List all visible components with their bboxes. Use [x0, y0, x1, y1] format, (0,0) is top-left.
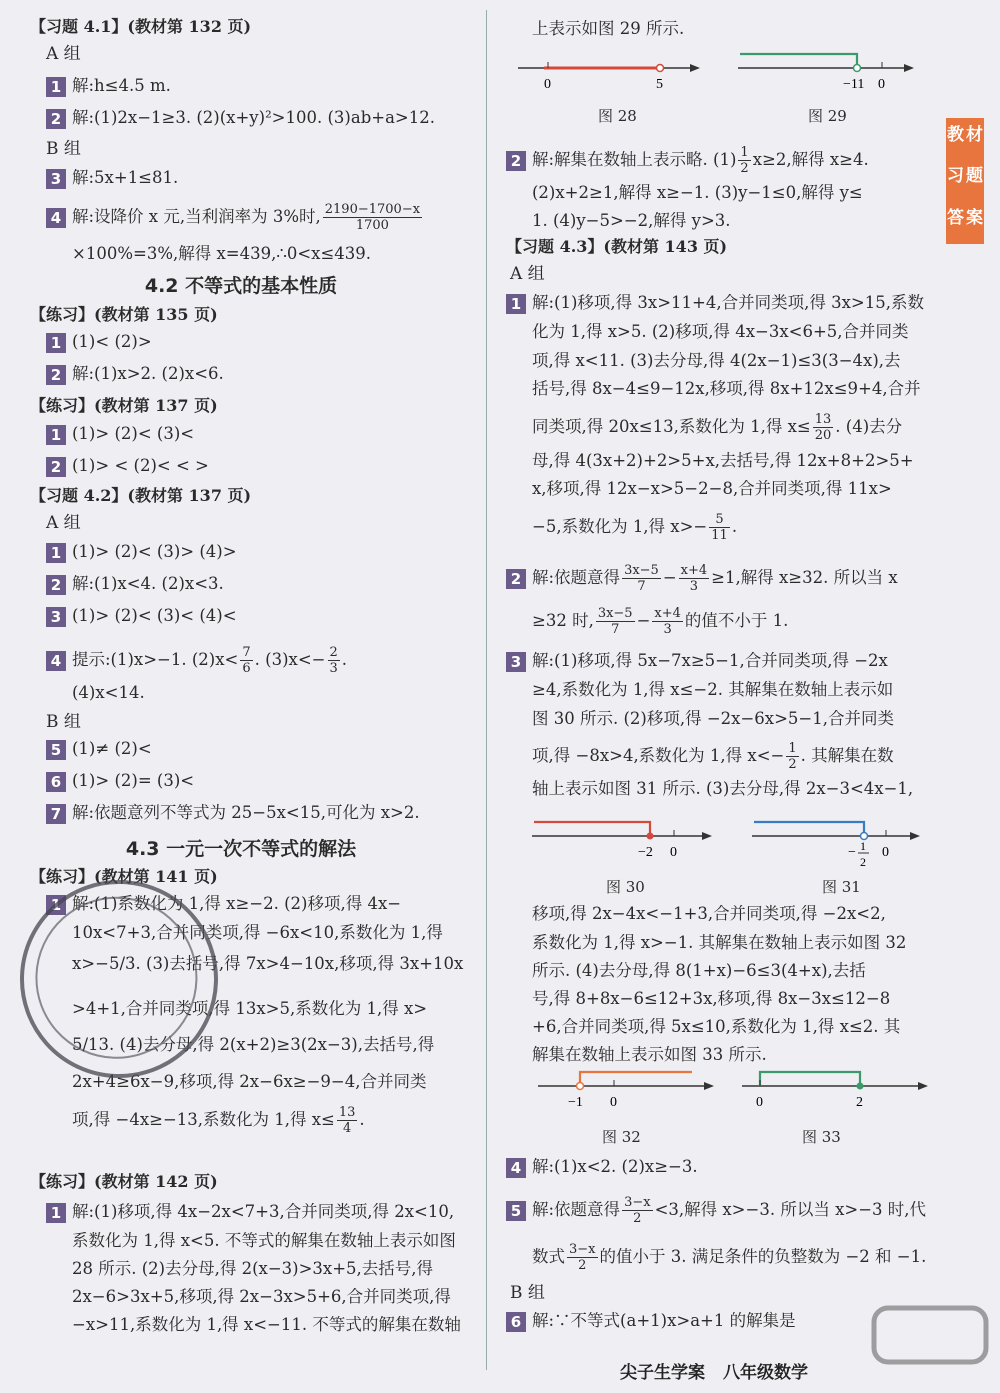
answer-line: 1. (4)y−5>−2,解得 y>3.	[532, 211, 731, 230]
tick-label: 0	[878, 77, 885, 92]
tick-label: 0	[670, 845, 677, 860]
answer-line: 轴上表示如图 31 所示. (3)去分母,得 2x−3<4x−1,	[532, 779, 914, 798]
item-number: 1	[46, 425, 66, 445]
answer-line: 3 (1)> (2)< (3)< (4)<	[46, 605, 237, 627]
answer-line: 号,得 8+8x−6≤12+3x,移项,得 8x−3x≤12−8	[532, 989, 891, 1008]
solution-set-bar	[580, 1072, 692, 1086]
tick-label: 0	[610, 1095, 617, 1110]
tick-label: 0	[756, 1095, 763, 1110]
item-number: 1	[46, 895, 66, 915]
exercise-header: 【练习】(教材第 141 页)	[30, 867, 218, 886]
item-number: 1	[46, 543, 66, 563]
exercise-header: 【习题 4.2】(教材第 137 页)	[30, 486, 252, 505]
arrow-head	[690, 64, 700, 72]
item-number: 7	[46, 804, 66, 824]
answer-line: −x>11,系数化为 1,得 x<−11. 不等式的解集在数轴	[72, 1315, 461, 1334]
tab-char: 材	[966, 125, 983, 145]
fraction: $\frac{2}{3}$	[329, 645, 338, 676]
arrow-head	[704, 1082, 714, 1090]
open-endpoint	[577, 1083, 584, 1090]
answer-line: 4 解:(1)x<2. (2)x≥−3.	[506, 1156, 698, 1178]
answer-line: 6 (1)> (2)= (3)<	[46, 770, 194, 792]
figure-31-number-line	[752, 822, 920, 869]
answer-line: 项,得 −8x>4,系数化为 1,得 x<− $\frac{1}{2}$ . 其解集在数	[532, 741, 894, 772]
answer-line: 7 解:依题意列不等式为 25−5x<15,可化为 x>2.	[46, 802, 420, 824]
group-label: A 组	[46, 513, 81, 533]
figure-28-number-line	[518, 62, 700, 92]
fraction: $\frac{x+4}{3}$	[654, 606, 681, 637]
arrow-head	[904, 64, 914, 72]
answer-line: 项,得 x<11. (3)去分母,得 4(2x−1)≤3(3−4x),去	[532, 351, 901, 370]
answer-line: ≥4,系数化为 1,得 x≤−2. 其解集在数轴上表示如	[532, 680, 894, 699]
answer-line: 3 解:5x+1≤81.	[46, 167, 178, 189]
answer-line: (4)x<14.	[72, 683, 145, 702]
item-number: 2	[46, 575, 66, 595]
item-number: 2	[506, 151, 526, 171]
answer-line: 上表示如图 29 所示.	[532, 19, 685, 38]
answer-line: 2 解:解集在数轴上表示略. (1) $\frac{1}{2}$ x≥2,解得 x≥4.	[506, 145, 869, 176]
item-number: 2	[46, 109, 66, 129]
tab-char: 题	[966, 166, 983, 187]
answer-line: 系数化为 1,得 x<5. 不等式的解集在数轴上表示如图	[72, 1231, 456, 1250]
answer-line: x>−5/3. (3)去括号,得 7x>4−10x,移项,得 3x+10x	[72, 954, 464, 973]
item-number: 1	[46, 333, 66, 353]
fraction: $\frac{x+4}{3}$	[680, 563, 708, 594]
item-number: 6	[46, 772, 66, 792]
tick-label: 2	[860, 855, 866, 869]
item-number: 2	[46, 365, 66, 385]
tab-char: 习	[947, 166, 964, 187]
tick-label: 2	[856, 1095, 863, 1110]
answer-line: ×100%=3%,解得 x=439,∴0<x≤439.	[72, 244, 372, 263]
fraction: $\frac{3x-5}{7}$	[624, 563, 659, 594]
column-divider	[486, 10, 487, 1370]
tick-label: 0	[882, 845, 889, 860]
answer-line: 2x+4≥6x−9,移项,得 2x−6x≥−9−4,合并同类	[72, 1072, 427, 1091]
answer-line: 2 解:(1)x>2. (2)x<6.	[46, 363, 224, 385]
answer-line: 2 解:(1)2x−1≥3. (2)(x+y)²>100. (3)ab+a>12.	[46, 107, 435, 129]
answer-line: 4 提示:(1)x>−1. (2)x< $\frac{7}{6}$ . (3)x<− $\frac{2}{3}$ .	[46, 645, 347, 676]
item-number: 4	[46, 651, 66, 671]
answer-line: ≥32 时, $\frac{3x-5}{7}$ − $\frac{x+4}{3}$ 的值不小于 1.	[532, 606, 789, 637]
answer-line: 4 解:设降价 x 元,当利润率为 3%时, $\frac{2190-1700-x}{1700}$	[46, 202, 424, 233]
figure-caption: 图 30	[606, 878, 645, 896]
figure-caption: 图 29	[808, 107, 847, 125]
answer-line: 2 (1)> < (2)< < >	[46, 455, 209, 477]
answer-line: 母,得 4(3x+2)+2>5+x,去括号,得 12x+8+2>5+	[532, 451, 914, 470]
exercise-header: 【练习】(教材第 135 页)	[30, 305, 218, 324]
number-line-figures-28-29	[512, 50, 932, 94]
figure-caption: 图 32	[602, 1128, 641, 1146]
fraction: $\frac{1}{2}$	[740, 145, 749, 176]
item-number: 5	[46, 740, 66, 760]
answer-line: 5/13. (4)去分母,得 2(x+2)≥3(2x−3),去括号,得	[72, 1035, 435, 1054]
answer-line: 6 解:∵不等式(a+1)x>a+1 的解集是	[506, 1310, 796, 1332]
fraction: $\frac{3-x}{2}$	[569, 1242, 596, 1273]
answer-line: 同类项,得 20x≤13,系数化为 1,得 x≤ $\frac{13}{20}$ . (4)去分	[532, 412, 903, 443]
fraction: $\frac{3-x}{2}$	[624, 1195, 651, 1226]
answer-line: 2 解:(1)x<4. (2)x<3.	[46, 573, 224, 595]
item-number: 4	[46, 208, 66, 228]
exercise-header: 【习题 4.3】(教材第 143 页)	[506, 237, 728, 256]
group-label: B 组	[510, 1283, 545, 1303]
answer-line: 1 解:h≤4.5 m.	[46, 75, 171, 97]
answer-line: 所示. (4)去分母,得 8(1+x)−6≤3(4+x),去括	[532, 961, 866, 980]
closed-endpoint	[857, 1083, 864, 1090]
exercise-header: 【练习】(教材第 142 页)	[30, 1172, 218, 1191]
answer-line: x,移项,得 12x−x>5−2−8,合并同类项,得 11x>	[532, 479, 892, 498]
arrow-head	[918, 1082, 928, 1090]
answer-line: 化为 1,得 x>5. (2)移项,得 4x−3x<6+5,合并同类	[532, 322, 909, 341]
tick-label: 1	[860, 839, 866, 853]
solution-set-bar	[534, 822, 650, 836]
item-number: 2	[46, 457, 66, 477]
tick-label: 0	[544, 77, 551, 92]
open-endpoint	[657, 65, 664, 72]
fraction: $\frac{3x-5}{7}$	[597, 606, 633, 637]
item-number: 1	[506, 294, 526, 314]
figure-32-number-line	[538, 1072, 714, 1110]
tick-label: −2	[638, 845, 653, 860]
fraction: $\frac{1}{2}$	[788, 741, 797, 772]
answer-line: 3 解:(1)移项,得 5x−7x≥5−1,合并同类项,得 −2x	[506, 650, 888, 672]
item-number: 2	[506, 569, 526, 589]
section-title: 4.2 不等式的基本性质	[144, 275, 338, 297]
tab-char: 答	[947, 207, 964, 228]
exercise-header: 【练习】(教材第 137 页)	[30, 396, 218, 415]
solution-set-bar	[760, 1072, 860, 1086]
item-number: 6	[506, 1312, 526, 1332]
tick-label: −1	[568, 1095, 583, 1110]
solution-set-bar	[754, 822, 864, 836]
fraction: $\frac{5}{11}$	[711, 512, 728, 543]
group-label: A 组	[510, 264, 545, 284]
answer-line: 系数化为 1,得 x>−1. 其解集在数轴上表示如图 32	[532, 933, 907, 952]
answer-line: 1 解:(1)移项,得 4x−2x<7+3,合并同类项,得 2x<10,	[46, 1201, 454, 1223]
number-line-figures-30-31	[522, 800, 922, 872]
figure-30-number-line	[532, 822, 712, 860]
answer-line: 28 所示. (2)去分母,得 2(x−3)>3x+5,去括号,得	[72, 1259, 434, 1278]
item-number: 3	[46, 169, 66, 189]
answer-line: 10x<7+3,合并同类项,得 −6x<10,系数化为 1,得	[72, 923, 443, 942]
answer-line: 解集在数轴上表示如图 33 所示.	[532, 1045, 767, 1064]
answer-line: 1 解:(1)移项,得 3x>11+4,合并同类项,得 3x>15,系数	[506, 292, 924, 314]
tick-label: −11	[843, 77, 865, 92]
fraction: $\frac{13}{4}$	[338, 1105, 356, 1136]
answer-line: 1 (1)> (2)< (3)> (4)>	[46, 541, 237, 563]
item-number: 1	[46, 1203, 66, 1223]
item-number: 3	[506, 652, 526, 672]
figure-29-number-line	[738, 54, 914, 92]
answer-line: −5,系数化为 1,得 x>− $\frac{5}{11}$ .	[532, 512, 738, 543]
number-line-figures-32-33	[532, 1060, 932, 1116]
arrow-head	[702, 832, 712, 840]
watermark-logo	[870, 1300, 990, 1370]
fraction: $\frac{13}{20}$	[814, 412, 832, 443]
closed-endpoint	[647, 833, 654, 840]
watermark-stamp	[0, 852, 246, 1106]
figure-caption: 图 33	[802, 1128, 841, 1146]
tick-label: 5	[656, 77, 663, 92]
item-number: 3	[46, 607, 66, 627]
footer-grade: 八年级数学	[723, 1363, 808, 1383]
answer-line: +6,合并同类项,得 5x≤10,系数化为 1,得 x≤2. 其	[532, 1017, 901, 1036]
footer-brand: 尖子生学案	[620, 1363, 705, 1383]
section-tab	[946, 118, 984, 244]
answer-line: 移项,得 2x−4x<−1+3,合并同类项,得 −2x<2,	[532, 904, 886, 923]
answer-line: >4+1,合并同类项,得 13x>5,系数化为 1,得 x>	[72, 999, 428, 1018]
figure-caption: 图 31	[822, 878, 861, 896]
page-footer	[620, 1358, 808, 1383]
arrow-head	[910, 832, 920, 840]
answer-line: 图 30 所示. (2)移项,得 −2x−6x>5−1,合并同类	[532, 709, 894, 728]
answer-line: 2x−6>3x+5,移项,得 2x−3x>5+6,合并同类项,得	[72, 1287, 451, 1306]
group-label: B 组	[46, 139, 81, 159]
answer-line: 1 (1)> (2)< (3)<	[46, 423, 194, 445]
solution-set-bar	[740, 54, 857, 68]
fraction: $\frac{2190-1700-x}{1700}$	[324, 202, 421, 233]
open-endpoint	[854, 65, 861, 72]
answer-line: 括号,得 8x−4≤9−12x,移项,得 8x+12x≤9+4,合并	[532, 379, 921, 398]
tick-label: −	[848, 845, 856, 860]
group-label: B 组	[46, 712, 81, 732]
figure-33-number-line	[742, 1072, 928, 1110]
figure-caption: 图 28	[598, 107, 637, 125]
item-number: 5	[506, 1201, 526, 1221]
item-number: 4	[506, 1158, 526, 1178]
answer-line: 1 解:(1)系数化为 1,得 x≥−2. (2)移项,得 4x−	[46, 893, 401, 915]
tab-char: 案	[966, 207, 983, 228]
group-label: A 组	[46, 44, 81, 64]
answer-line: 5 解:依题意得 $\frac{3-x}{2}$ <3,解得 x>−3. 所以当 x>−3 时,代	[506, 1195, 926, 1226]
fraction: $\frac{7}{6}$	[242, 645, 251, 676]
answer-line: 项,得 −4x≥−13,系数化为 1,得 x≤ $\frac{13}{4}$ .	[72, 1105, 365, 1136]
section-title: 4.3 一元一次不等式的解法	[125, 838, 357, 860]
answer-line: 数式 $\frac{3-x}{2}$ 的值小于 3. 满足条件的负整数为 −2 和 −1.	[532, 1242, 927, 1273]
answer-line: 1 (1)< (2)>	[46, 331, 152, 353]
exercise-header: 【习题 4.1】(教材第 132 页)	[30, 17, 252, 36]
tab-char: 教	[947, 125, 964, 145]
answer-line: (2)x+2≥1,解得 x≥−1. (3)y−1≤0,解得 y≤	[532, 183, 863, 202]
item-number: 1	[46, 77, 66, 97]
answer-line: 2 解:依题意得 $\frac{3x-5}{7}$ − $\frac{x+4}{3}$ ≥1,解得 x≥32. 所以当 x	[506, 563, 898, 594]
answer-line: 5 (1)≠ (2)<	[46, 738, 152, 760]
